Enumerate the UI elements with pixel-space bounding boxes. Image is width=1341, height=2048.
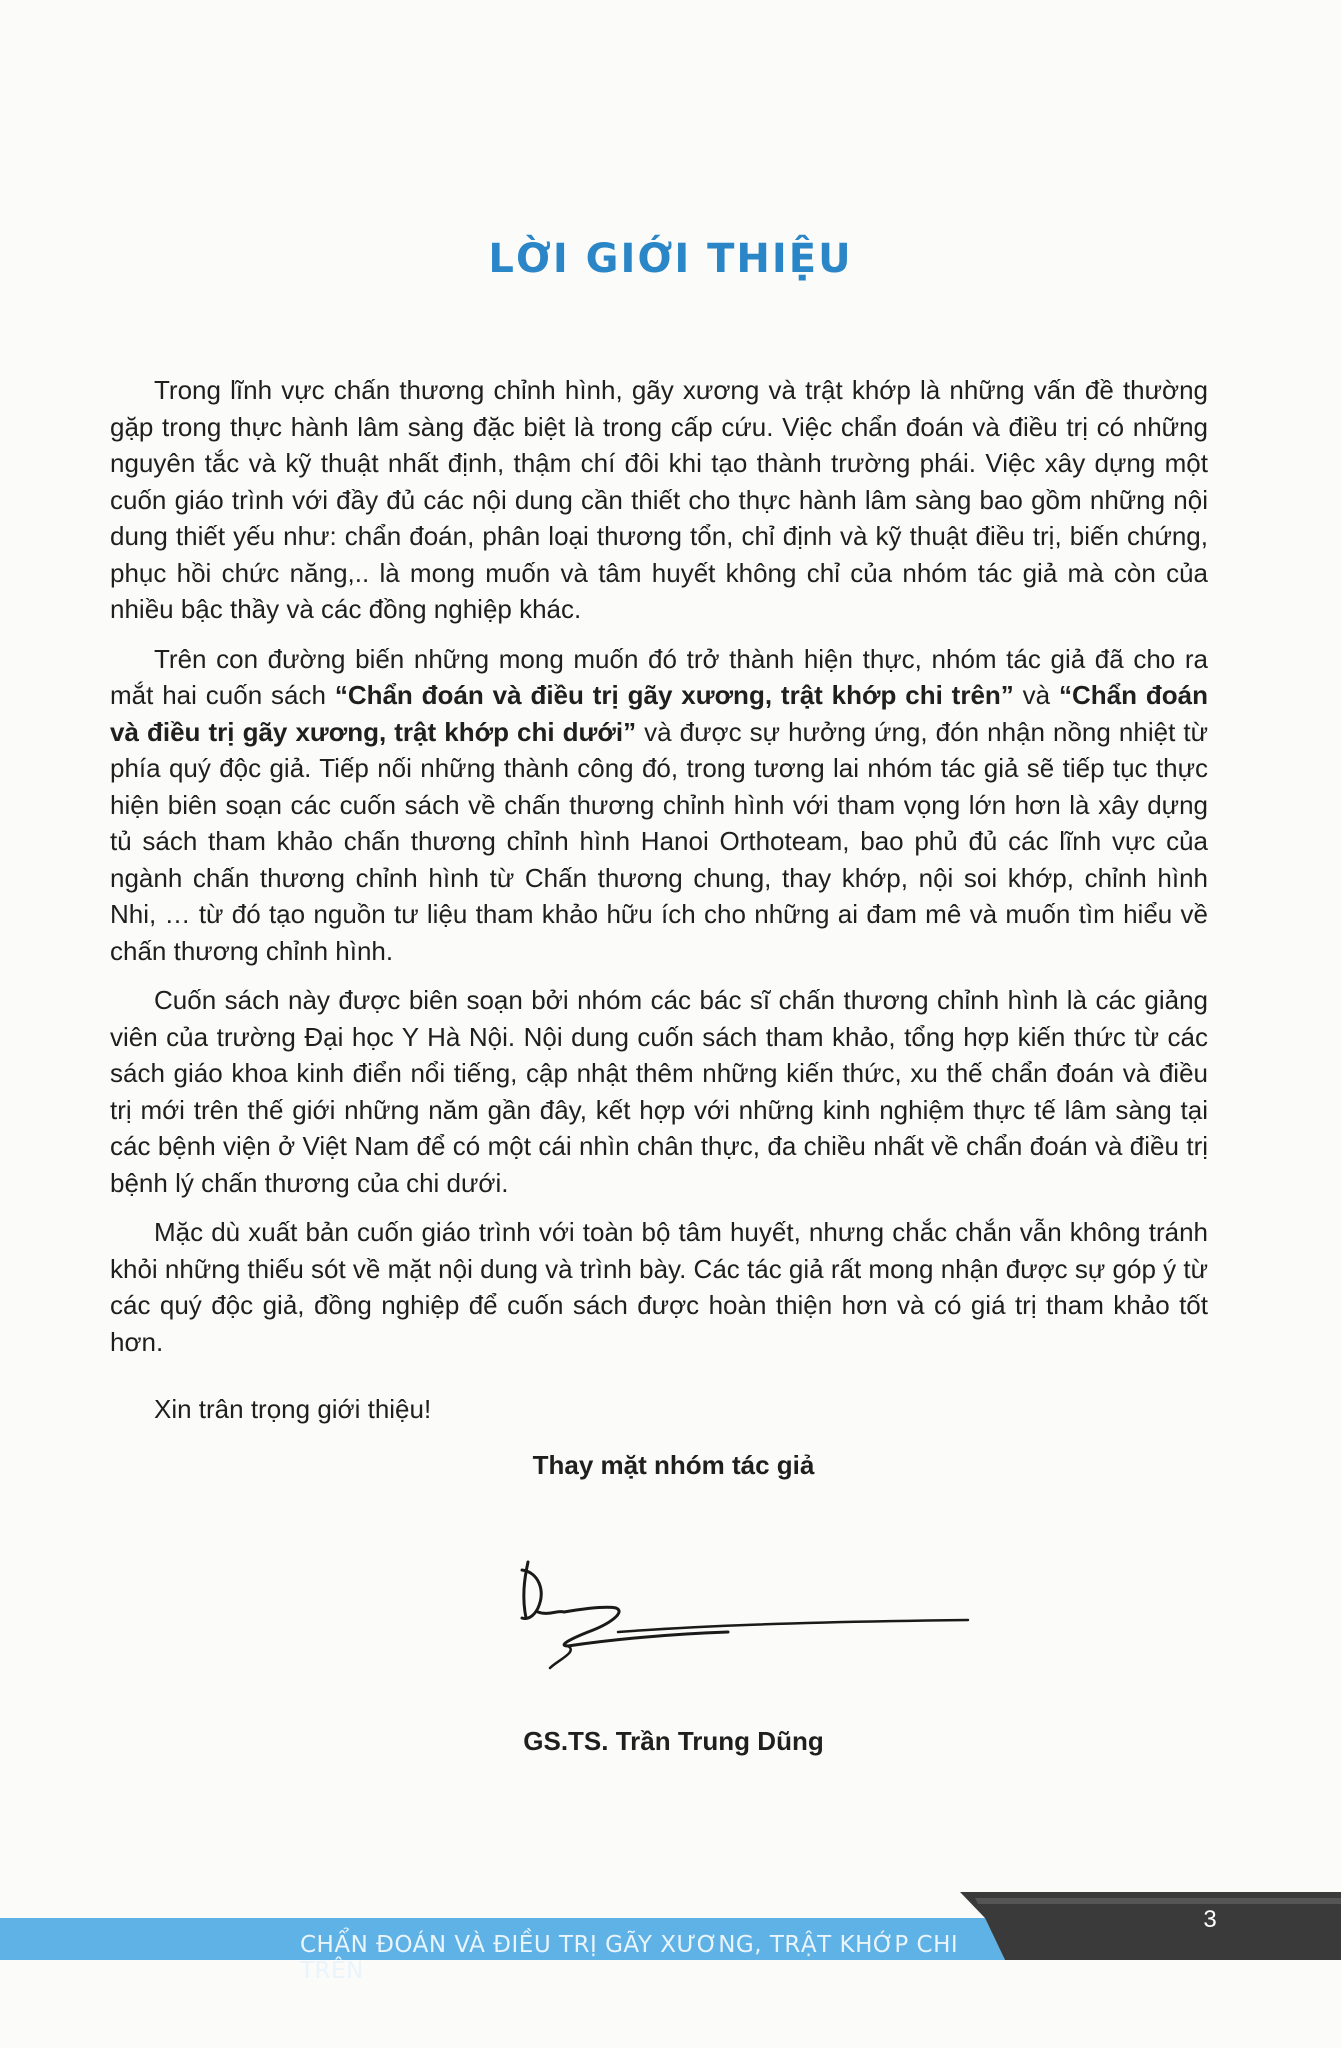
paragraph-1: Trong lĩnh vực chấn thương chỉnh hình, gãy xương và trật khớp là những vấn đề thường gặp trong thực hành lâm sàng đặc biệt là trong cấp cứu. Việc chẩn đoán và điều trị có những nguyên tắc và kỹ thuật nhất định, thậm chí đôi khi tạo thành trường phái. Việc xây dựng một cuốn giáo trình với đầy đủ các nội dung cần thiết cho thực hành lâm sàng bao gồm những nội dung thiết yếu như: chẩn đoán, phân loại thương tổn, chỉ định và kỹ thuật điều trị, biến chứng, phục hồi chức năng,.. là mong muốn và tâm huyết không chỉ của nhóm tác giả mà còn của nhiều bậc thầy và các đồng nghiệp khác. (110, 375, 1208, 624)
paragraph-2-text-a: Trên con đường biến những mong muốn đó trở thành hiện thực, nhóm tác giả đã cho ra mắt hai cuốn sách (110, 643, 1208, 710)
paragraph-2 (110, 641, 1208, 970)
book-title-upper-limb: “Chẩn đoán và điều trị gãy xương, trật khớp chi trên” (334, 680, 1014, 710)
page-number: 3 (1203, 1906, 1217, 1933)
signature-image (498, 1550, 978, 1680)
paragraph-3: Cuốn sách này được biên soạn bởi nhóm các bác sĩ chấn thương chỉnh hình là các giảng viên của trường Đại học Y Hà Nội. Nội dung cuốn sách tham khảo, tổng hợp kiến thức từ các sách giáo khoa kinh điển nổi tiếng, cập nhật thêm những kiến thức, xu thế chẩn đoán và điều trị mới trên thế giới những năm gần đây, kết hợp với những kinh nghiệm thực tế lâm sàng tại các bệnh viện ở Việt Nam để có một cái nhìn chân thực, đa chiều nhất về chẩn đoán và điều trị bệnh lý chấn thương của chi dưới. (110, 985, 1208, 1198)
paragraph-4: Mặc dù xuất bản cuốn giáo trình với toàn bộ tâm huyết, nhưng chắc chắn vẫn không tránh khỏi những thiếu sót về mặt nội dung và trình bày. Các tác giả rất mong nhận được sự góp ý từ các quý độc giả, đồng nghiệp để cuốn sách được hoàn thiện hơn và có giá trị tham khảo tốt hơn. (110, 1217, 1208, 1357)
author-name: GS.TS. Trần Trung Dũng (523, 1726, 824, 1756)
closing-line: Xin trân trọng giới thiệu! (154, 1394, 432, 1424)
body-text (110, 372, 1208, 1373)
book-title-lower-limb: “Chẩn đoán và điều trị gãy xương, trật khớp chi dưới” (110, 680, 1208, 747)
page-title: LỜI GIỚI THIỆU (488, 236, 853, 282)
paragraph-2-text-c: và được sự hưởng ứng, đón nhận nồng nhiệt từ phía quý độc giả. Tiếp nối những thành công đó, trong tương lai nhóm tác giả sẽ tiếp tục thực hiện biên soạn các cuốn sách về chấn thương chỉnh hình với tham vọng lớn hơn là xây dựng tủ sách tham khảo chấn thương chỉnh hình Hanoi Orthoteam, bao phủ đủ các lĩnh vực của ngành chấn thương chỉnh hình từ Chấn thương chung, thay khớp, nội soi khớp, chỉnh hình Nhi, … từ đó tạo nguồn tư liệu tham khảo hữu ích cho những ai đam mê và muốn tìm hiểu về chấn thương chỉnh hình. (110, 716, 1209, 966)
on-behalf-line: Thay mặt nhóm tác giả (532, 1450, 815, 1480)
running-title: CHẨN ĐOÁN VÀ ĐIỀU TRỊ GÃY XƯƠNG, TRẬT KHỚP CHI TRÊN (300, 1932, 959, 1984)
paragraph-2-text-b: và (1013, 680, 1060, 710)
